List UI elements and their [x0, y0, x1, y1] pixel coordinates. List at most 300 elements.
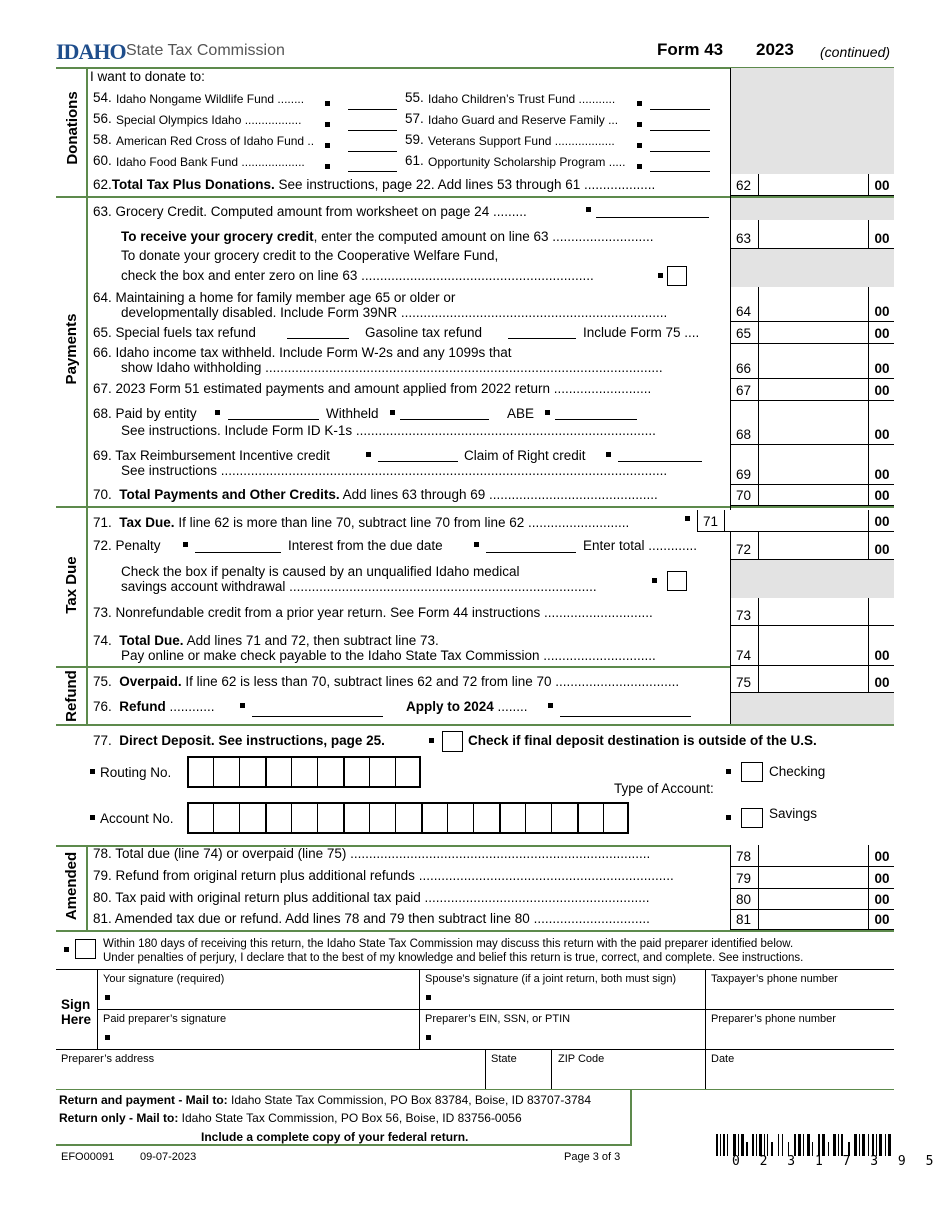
zip-label: ZIP Code [558, 1053, 605, 1065]
checking-label: Checking [769, 764, 826, 779]
account-digit-box[interactable] [187, 802, 213, 834]
tax-reimbursement-field[interactable] [378, 461, 458, 462]
routing-digit-box[interactable] [395, 756, 421, 788]
amount-row-65 [730, 322, 894, 344]
amount-field-78[interactable] [759, 845, 869, 866]
line-number-66: 66 [736, 361, 752, 376]
account-digit-box[interactable] [265, 802, 291, 834]
medical-savings-checkbox[interactable] [667, 571, 687, 591]
line-63a-field[interactable] [596, 217, 709, 218]
bullet [545, 410, 550, 415]
cents-79: 00 [874, 871, 890, 886]
taxpayer-phone-field[interactable] [710, 985, 890, 1007]
bullet [90, 815, 95, 820]
foreign-deposit-checkbox[interactable] [442, 731, 463, 752]
revision-date: 09-07-2023 [140, 1151, 197, 1163]
amount-field-72[interactable] [759, 532, 869, 559]
cents-69: 00 [874, 467, 890, 482]
donation-59-num: 59. [405, 132, 424, 147]
bullet [426, 1035, 431, 1040]
account-digit-box[interactable] [317, 802, 343, 834]
line-76-dots: ............ [165, 699, 215, 714]
donate-grocery-checkbox[interactable] [667, 266, 687, 286]
amount-field-68[interactable] [759, 401, 869, 444]
cents-67: 00 [874, 383, 890, 398]
paid-preparer-signature-label: Paid preparer’s signature [103, 1013, 227, 1025]
sig-col-3 [705, 969, 706, 1089]
shade-63a [730, 196, 894, 220]
line-77-bold: Direct Deposit. See instructions, page 25. [119, 733, 385, 748]
your-signature-field[interactable] [115, 985, 415, 1007]
divider-consent [56, 930, 894, 932]
donation-61-num: 61. [405, 153, 424, 168]
line-62-text [93, 177, 655, 193]
preparer-address-label: Preparer’s address [61, 1053, 155, 1065]
line-62-rest: See instructions, page 22. Add lines 53 through 61 ................... [274, 177, 656, 192]
donation-59-label: Veterans Support Fund .................. [428, 134, 615, 148]
amount-field-80[interactable] [759, 889, 869, 909]
sign-label: Sign [61, 997, 91, 1012]
divider-77 [56, 724, 894, 726]
spouse-signature-label: Spouse’s signature (if a joint return, both must sign) [425, 973, 677, 985]
line-63b-rest: , enter the computed amount on line 63 ........................... [313, 229, 654, 244]
line-68d: See instructions. Include Form ID K-1s ................................................................................ [121, 423, 656, 438]
line-number-79: 79 [736, 871, 752, 886]
mailing-line-2-bold: Return only - Mail to: [59, 1111, 179, 1125]
form-code: EFO00091 [61, 1151, 115, 1163]
line-number-81: 81 [736, 912, 752, 927]
account-digit-box[interactable] [239, 802, 265, 834]
bullet [685, 516, 690, 521]
amount-row-63 [730, 220, 894, 249]
line-74-rest: Add lines 71 and 72, then subtract line 73. [183, 633, 439, 648]
apply-2024-field[interactable] [560, 716, 691, 717]
line-74-num: 74. [93, 633, 112, 648]
bullet [325, 143, 330, 148]
page-number: Page 3 of 3 [564, 1151, 621, 1163]
bullet [90, 769, 95, 774]
shade-72d [730, 560, 894, 598]
routing-digit-box[interactable] [291, 756, 317, 788]
penalty-field[interactable] [195, 552, 281, 553]
amount-field-67[interactable] [759, 379, 869, 400]
preparer-ein-field[interactable] [436, 1025, 701, 1047]
line-70 [93, 487, 658, 503]
line-69b: Claim of Right credit [464, 448, 586, 463]
paid-by-entity-field[interactable] [228, 419, 319, 420]
cents-66: 00 [874, 361, 890, 376]
cents-80: 00 [874, 892, 890, 907]
amount-field-62[interactable] [759, 174, 869, 195]
bullet [606, 452, 611, 457]
donation-56-label: Special Olympics Idaho ................. [116, 113, 302, 127]
apply-2024-dots: ........ [493, 699, 528, 714]
state-label: State [491, 1053, 517, 1065]
amount-field-75[interactable] [759, 666, 869, 692]
account-digit-box[interactable] [577, 802, 603, 834]
amount-row-78 [730, 845, 894, 867]
donation-57-label: Idaho Guard and Reserve Family ... [428, 113, 619, 127]
amount-field-65[interactable] [759, 322, 869, 343]
line-68a: 68. Paid by entity [93, 406, 197, 421]
bullet [325, 122, 330, 127]
donation-59-field[interactable] [650, 151, 710, 152]
line-66b: show Idaho withholding .......................................................................................................... [121, 360, 663, 375]
donation-58-label: American Red Cross of Idaho Fund .. [116, 134, 315, 148]
form-label: Form 43 [657, 40, 724, 59]
state-field[interactable] [490, 1066, 548, 1086]
cents-64: 00 [874, 304, 890, 319]
section-amended: Amended [63, 851, 80, 921]
line-62-num: 62. [93, 177, 112, 192]
line-72d1: Check the box if penalty is caused by an unqualified Idaho medical [121, 564, 520, 579]
line-number-80: 80 [736, 892, 752, 907]
line-64a: 64. Maintaining a home for family member age 65 or older or [93, 290, 456, 305]
cents-62: 00 [874, 178, 890, 193]
amount-row-71 [697, 510, 894, 532]
sig-mid-rule [97, 1009, 894, 1010]
apply-2024-label: Apply to 2024 [406, 699, 494, 714]
preparer-consent-checkbox[interactable] [75, 939, 96, 959]
donation-54-label: Idaho Nongame Wildlife Fund ........ [116, 92, 305, 106]
cents-72: 00 [874, 542, 890, 557]
addr-col-1 [485, 1049, 486, 1089]
donation-58-num: 58. [93, 132, 112, 147]
account-digit-box[interactable] [603, 802, 629, 834]
bullet [658, 273, 663, 278]
date-label: Date [711, 1053, 735, 1065]
line-72a: 72. Penalty [93, 538, 161, 553]
account-digit-box[interactable] [291, 802, 317, 834]
bullet [548, 703, 553, 708]
line-63c1: To donate your grocery credit to the Cooperative Welfare Fund, [121, 248, 499, 263]
donation-61-label: Opportunity Scholarship Program ..... [428, 155, 626, 169]
line-65a: 65. Special fuels tax refund [93, 325, 256, 340]
amount-row-81 [730, 910, 894, 930]
donation-55-num: 55. [405, 90, 424, 105]
shade-76 [730, 693, 894, 724]
line-68c: ABE [507, 406, 535, 421]
line-74-bold: Total Due. [119, 633, 184, 648]
date-field[interactable] [710, 1066, 890, 1086]
amount-row-72 [730, 532, 894, 560]
bullet [637, 101, 642, 106]
donation-60-num: 60. [93, 153, 112, 168]
amount-row-66 [730, 344, 894, 379]
line-62-bold: Total Tax Plus Donations. [111, 177, 275, 192]
amount-row-80 [730, 889, 894, 910]
savings-checkbox[interactable] [741, 808, 763, 828]
donation-60-label: Idaho Food Bank Fund ................... [116, 155, 305, 169]
bullet [183, 542, 188, 547]
line-number-74: 74 [736, 648, 752, 663]
cents-78: 00 [874, 849, 890, 864]
amount-field-63[interactable] [759, 220, 869, 248]
amount-field-81[interactable] [759, 910, 869, 929]
routing-digit-box[interactable] [343, 756, 369, 788]
account-digit-box[interactable] [447, 802, 473, 834]
section-refund: Refund [63, 670, 80, 722]
sig-bottom-rule [56, 1049, 894, 1050]
bullet [429, 738, 434, 743]
donation-57-field[interactable] [650, 130, 710, 131]
line-73: 73. Nonrefundable credit from a prior year return. See Form 44 instructions ............................. [93, 605, 653, 620]
number-separator [724, 510, 725, 531]
account-digit-box[interactable] [343, 802, 369, 834]
here-label: Here [61, 1012, 92, 1027]
account-digit-box[interactable] [551, 802, 577, 834]
mailing-line-1-rest: Idaho State Tax Commission, PO Box 83784, Boise, ID 83707-3784 [227, 1093, 592, 1107]
amount-row-79 [730, 867, 894, 889]
taxpayer-phone-label: Taxpayer’s phone number [711, 973, 838, 985]
routing-digit-box[interactable] [317, 756, 343, 788]
bullet [637, 164, 642, 169]
donation-55-field[interactable] [650, 109, 710, 110]
line-71 [93, 515, 629, 531]
bullet [64, 947, 69, 952]
line-74b: Pay online or make check payable to the Idaho State Tax Commission .............................. [121, 648, 656, 663]
line-63c2: check the box and enter zero on line 63 .............................................................. [121, 268, 594, 283]
preparer-ein-label: Preparer’s EIN, SSN, or PTIN [425, 1013, 571, 1025]
line-number-71: 71 [703, 514, 719, 529]
donation-55-label: Idaho Children’s Trust Fund ........... [428, 92, 616, 106]
claim-of-right-field[interactable] [618, 461, 702, 462]
consent-text-2: Under penalties of perjury, I declare that to the best of my knowledge and belief this return is true, correct, and complete. See instructions. [103, 952, 804, 964]
line-number-78: 78 [736, 849, 752, 864]
sig-top-rule [56, 969, 894, 970]
bullet [215, 410, 220, 415]
amount-field-66[interactable] [759, 344, 869, 378]
amount-field-73[interactable] [759, 598, 869, 625]
line-number-69: 69 [736, 467, 752, 482]
consent-text-1: Within 180 days of receiving this return, the Idaho State Tax Commission may discuss this return with the paid preparer identified below. [103, 938, 794, 950]
line-72d2: savings account withdrawal .................................................................................. [121, 579, 597, 594]
line-71-num: 71. [93, 515, 112, 530]
account-digit-box[interactable] [499, 802, 525, 834]
routing-digit-box[interactable] [213, 756, 239, 788]
section-donations: Donations [64, 91, 81, 165]
account-digit-box[interactable] [213, 802, 239, 834]
line-74 [93, 633, 439, 649]
line-69a: 69. Tax Reimbursement Incentive credit [93, 448, 330, 463]
preparer-phone-field[interactable] [710, 1025, 890, 1047]
amount-row-69 [730, 445, 894, 485]
line-75 [93, 674, 679, 690]
account-digit-box[interactable] [421, 802, 447, 834]
line-70-rest: Add lines 63 through 69 ............................................. [339, 487, 658, 502]
account-digit-box[interactable] [473, 802, 499, 834]
savings-label: Savings [769, 806, 818, 821]
bullet [105, 1035, 110, 1040]
line-71-rest: If line 62 is more than line 70, subtract line 70 from line 62 ........................... [174, 515, 630, 530]
bullet [390, 410, 395, 415]
bullet [240, 703, 245, 708]
bullet [426, 995, 431, 1000]
routing-digit-box[interactable] [239, 756, 265, 788]
cents-81: 00 [874, 912, 890, 927]
account-label: Account No. [100, 811, 174, 826]
cents-65: 00 [874, 326, 890, 341]
line-number-67: 67 [736, 383, 752, 398]
line-79: 79. Refund from original return plus additional refunds .................................................................... [93, 868, 674, 883]
line-68b: Withheld [326, 406, 379, 421]
form-year: 2023 [756, 40, 794, 59]
withheld-field[interactable] [400, 419, 489, 420]
amount-row-74 [730, 626, 894, 666]
line-number-64: 64 [736, 304, 752, 319]
account-digit-box[interactable] [369, 802, 395, 834]
line-76-num: 76. [93, 699, 112, 714]
account-digit-box[interactable] [395, 802, 421, 834]
amount-field-74[interactable] [759, 626, 869, 665]
amount-field-64[interactable] [759, 287, 869, 321]
line-63b [121, 229, 654, 245]
routing-label: Routing No. [100, 765, 172, 780]
line-67: 67. 2023 Form 51 estimated payments and amount applied from 2022 return .......................... [93, 381, 652, 396]
bullet [586, 207, 591, 212]
donation-54-num: 54. [93, 90, 112, 105]
line-65b: Gasoline tax refund [365, 325, 483, 340]
bullet [652, 578, 657, 583]
bullet [325, 164, 330, 169]
spouse-signature-field[interactable] [436, 985, 701, 1007]
line-64b: developmentally disabled. Include Form 39NR ....................................................................... [121, 305, 668, 320]
sig-col-1 [97, 969, 98, 1049]
amount-field-69[interactable] [759, 445, 869, 484]
amount-row-68 [730, 401, 894, 445]
amount-field-79[interactable] [759, 867, 869, 888]
type-of-account-label: Type of Account: [614, 781, 714, 796]
divider-taxdue [56, 506, 894, 508]
routing-digit-box[interactable] [369, 756, 395, 788]
cents-75: 00 [874, 675, 890, 690]
line-number-63: 63 [736, 231, 752, 246]
left-rule-amended [86, 846, 88, 930]
bullet [474, 542, 479, 547]
preparer-address-field[interactable] [60, 1066, 480, 1086]
shade-63c [730, 249, 894, 287]
left-rule [86, 68, 88, 724]
bullet [637, 143, 642, 148]
cents-63: 00 [874, 231, 890, 246]
logo-wordmark: IDAHO [56, 39, 126, 64]
line-76 [93, 699, 215, 715]
line-72b: Interest from the due date [288, 538, 443, 553]
bullet [726, 815, 731, 820]
agency-name: State Tax Commission [126, 42, 285, 59]
line-number-65: 65 [736, 326, 752, 341]
interest-field[interactable] [486, 552, 576, 553]
mailing-line-1 [59, 1092, 591, 1108]
mailing-line-1-bold: Return and payment - Mail to: [59, 1093, 228, 1107]
line-number-75: 75 [736, 675, 752, 690]
bullet [726, 769, 731, 774]
line-77-num: 77. [93, 733, 112, 748]
line-number-72: 72 [736, 542, 752, 557]
donation-57-num: 57. [405, 111, 424, 126]
line-number-73: 73 [736, 608, 752, 623]
line-70-bold: Total Payments and Other Credits. [119, 487, 340, 502]
section-payments: Payments [63, 313, 80, 385]
mailing-line-3: Include a complete copy of your federal return. [201, 1130, 469, 1144]
donation-54-field[interactable] [348, 109, 397, 110]
divider-payments [56, 196, 894, 198]
zip-field[interactable] [556, 1066, 702, 1086]
line-80: 80. Tax paid with original return plus additional tax paid ............................................................ [93, 890, 650, 905]
addr-col-2 [551, 1049, 552, 1089]
bullet [637, 122, 642, 127]
line-76-bold: Refund [119, 699, 166, 714]
preparer-phone-label: Preparer’s phone number [711, 1013, 836, 1025]
line-63b-bold: To receive your grocery credit [121, 229, 314, 244]
continued-label: (continued) [820, 44, 891, 60]
line-65c: Include Form 75 .... [583, 325, 700, 340]
amount-row-75 [730, 666, 894, 693]
cents-68: 00 [874, 427, 890, 442]
line-78: 78. Total due (line 74) or overpaid (line 75) ................................................................................ [93, 846, 651, 861]
line-number-68: 68 [736, 427, 752, 442]
amount-row-73 [730, 598, 894, 626]
routing-digit-box[interactable] [187, 756, 213, 788]
gasoline-field[interactable] [508, 338, 576, 339]
bullet [366, 452, 371, 457]
line-75-rest: If line 62 is less than 70, subtract lines 62 and 72 from line 70 ................................. [181, 674, 680, 689]
line-72c: Enter total ............. [583, 538, 698, 553]
donation-60-field[interactable] [348, 171, 397, 172]
shade-donations [730, 68, 894, 174]
checking-checkbox[interactable] [741, 762, 763, 782]
amount-field-71[interactable] [758, 510, 869, 531]
amount-row-64 [730, 287, 894, 322]
bullet [325, 101, 330, 106]
cents-71: 00 [874, 514, 890, 529]
donation-56-num: 56. [93, 111, 112, 126]
barcode-icon [716, 1134, 892, 1156]
line-75-num: 75. [93, 674, 112, 689]
barcode-digits: 0 2 3 1 7 3 9 5 [732, 1154, 940, 1169]
cents-74: 00 [874, 648, 890, 663]
special-fuels-field[interactable] [287, 338, 349, 339]
mailing-line-2-rest: Idaho State Tax Commission, PO Box 56, Boise, ID 83756-0056 [178, 1111, 522, 1125]
line-81: 81. Amended tax due or refund. Add lines 78 and 79 then subtract line 80 ............................... [93, 911, 650, 926]
amount-field-70[interactable] [759, 485, 869, 505]
line-63a: 63. Grocery Credit. Computed amount from worksheet on page 24 ......... [93, 204, 527, 219]
routing-digit-box[interactable] [265, 756, 291, 788]
donation-58-field[interactable] [348, 151, 397, 152]
line-70-num: 70. [93, 487, 112, 502]
line-66a: 66. Idaho income tax withheld. Include Form W-2s and any 1099s that [93, 345, 512, 360]
paid-preparer-signature-field[interactable] [115, 1025, 415, 1047]
line-69c: See instructions ....................................................................................................................... [121, 463, 668, 478]
donation-56-field[interactable] [348, 130, 397, 131]
line-71-bold: Tax Due. [119, 515, 175, 530]
line-number-70: 70 [736, 488, 752, 503]
refund-field[interactable] [252, 716, 383, 717]
your-signature-label: Your signature (required) [103, 973, 225, 985]
account-digit-box[interactable] [525, 802, 551, 834]
line-77 [93, 733, 385, 749]
abe-field[interactable] [555, 419, 637, 420]
mailing-line-2 [59, 1110, 522, 1126]
line-75-bold: Overpaid. [119, 674, 182, 689]
bullet [105, 995, 110, 1000]
sig-col-2 [419, 969, 420, 1049]
donate-intro: I want to donate to: [90, 69, 205, 84]
amount-row-62 [730, 174, 894, 196]
cents-70: 00 [874, 488, 890, 503]
donation-61-field[interactable] [650, 171, 710, 172]
section-tax-due: Tax Due [63, 556, 80, 614]
